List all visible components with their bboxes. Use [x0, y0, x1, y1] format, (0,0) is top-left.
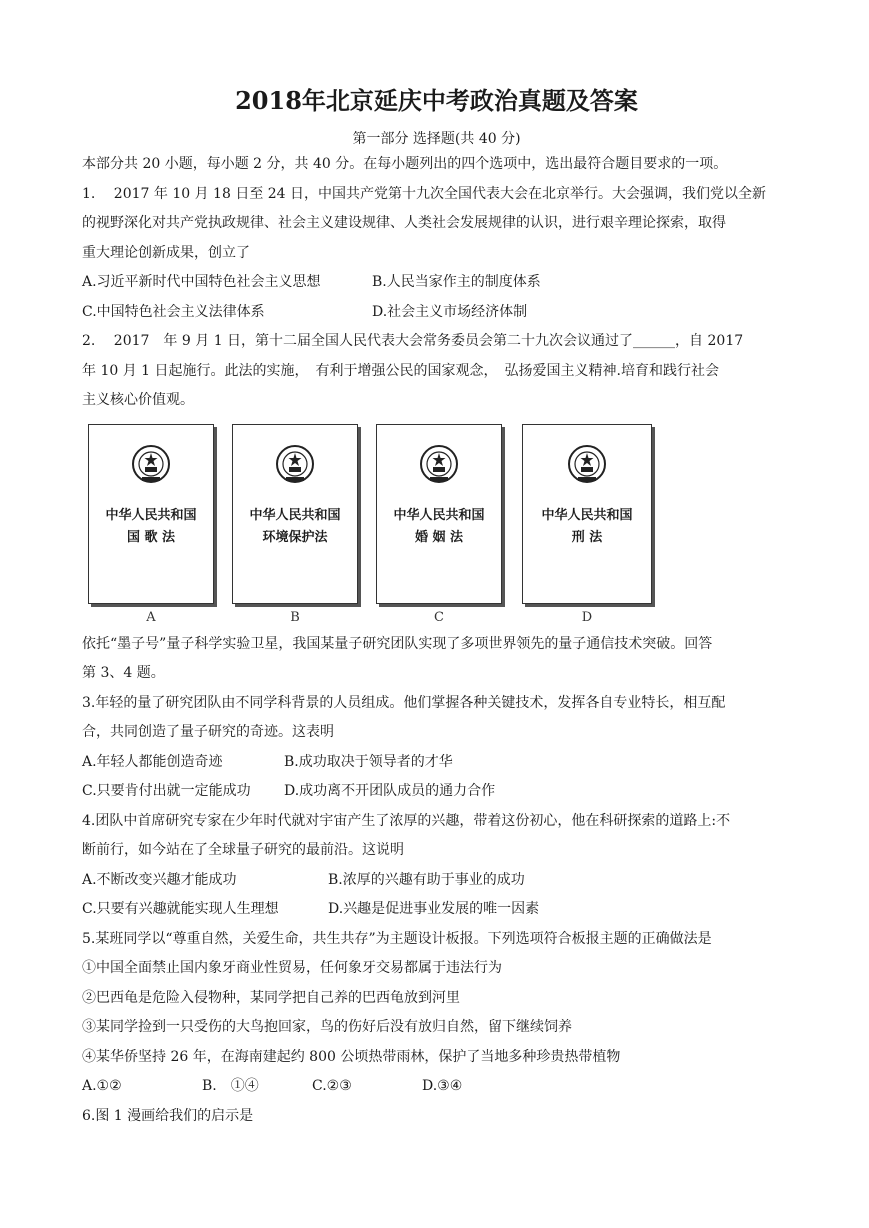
question-1	[82, 180, 791, 328]
statement-3: ③某同学捡到一只受伤的大鸟抱回家，鸟的伤好后没有放归自然，留下继续饲养	[82, 1019, 572, 1035]
section-intro: 本部分共 20 小题，每小题 2 分，共 40 分。在每小题列出的四个选项中，选出最符合题目要求的一项。	[82, 156, 728, 172]
page-title: 2018年北京延庆中考政治真题及答案	[235, 86, 638, 115]
options-row	[82, 1072, 791, 1102]
statement-1: ①中国全面禁止国内象牙商业性贸易，任何象牙交易都属于违法行为	[82, 960, 502, 976]
question-text-line: 2. 2017 年 9 月 1 日，第十二届全国人民代表大会常务委员会第二十九次会议通过了______，自 2017	[82, 333, 744, 349]
figure-label-a: A	[146, 609, 156, 625]
option-c: C.中国特色社会主义法律体系	[82, 303, 265, 320]
option-c: C.②③	[312, 1078, 352, 1094]
question-text-line: 断前行，如今站在了全球量子研究的最前沿。这说明	[82, 842, 404, 858]
option-c: C.只要肯付出就一定能成功	[82, 783, 251, 799]
book-title-line: 中华人民共和国	[541, 507, 633, 523]
question-text-line: 主义核心价值观。	[82, 392, 194, 408]
options-row	[82, 298, 791, 328]
option-b: B.成功取决于领导者的才华	[284, 753, 453, 770]
figure-label-d: D	[581, 609, 593, 625]
section-heading: 第一部分 选择题(共 40 分)	[352, 131, 521, 147]
question-text-line: 重大理论创新成果，创立了	[82, 244, 250, 261]
question-text-line: 4.团队中首席研究专家在少年时代就对宇宙产生了浓厚的兴趣，带着这份初心，他在科研探索的道路上:不	[82, 812, 731, 829]
question-text-line: 合，共同创造了量子研究的奇迹。这表明	[82, 724, 334, 740]
question-text-line: 年 10 月 1 日起施行。此法的实施， 有利于增强公民的国家观念， 弘扬爱国主义精神.培育和践行社会	[82, 362, 719, 379]
statement-4: ④某华侨坚持 26 年，在海南建起约 800 公顷热带雨林，保护了当地多种珍贵热带植物	[82, 1048, 621, 1065]
option-a: A.年轻人都能创造奇迹	[82, 753, 223, 770]
book-title-line: 婚 姻 法	[414, 529, 464, 545]
law-book-cover-c	[376, 424, 502, 604]
question-text-line: 6.图 1 漫画给我们的启示是	[82, 1107, 254, 1124]
national-emblem-icon	[130, 443, 172, 485]
option-d: D.社会主义市场经济体制	[372, 303, 528, 320]
option-a: A.①②	[82, 1078, 122, 1094]
figure-label-c: C	[434, 609, 444, 625]
law-book-figures	[82, 420, 791, 630]
question-text-line: 3.年轻的量了研究团队由不同学科背景的人员组成。他们掌握各种关键技术，发挥各自专业特长，相互配	[82, 694, 726, 711]
national-emblem-icon	[566, 443, 608, 485]
book-title-line: 国 歌 法	[126, 529, 176, 545]
options-row	[82, 895, 791, 925]
book-title-line: 中华人民共和国	[249, 507, 341, 523]
question-text-line: 5.某班同学以“尊重自然，关爱生命，共生共存”为主题设计板报。下列选项符合板报主题的正确做法是	[82, 930, 712, 947]
options-row	[82, 268, 791, 298]
national-emblem-icon	[418, 443, 460, 485]
option-c: C.只要有兴趣就能实现人生理想	[82, 901, 279, 917]
option-d: D.成功离不开团队成员的通力合作	[284, 783, 496, 799]
option-d: D.③④	[422, 1078, 463, 1094]
statement-2: ②巴西龟是危险入侵物种，某同学把自己养的巴西龟放到河里	[82, 989, 460, 1006]
question-text-line: 1. 2017 年 10 月 18 日至 24 日，中国共产党第十九次全国代表大会在北京举行。大会强调，我们党以全新	[82, 185, 767, 202]
law-book-cover-b	[232, 424, 358, 604]
option-b: B.人民当家作主的制度体系	[372, 274, 541, 290]
option-d: D.兴趣是促进事业发展的唯一因素	[328, 901, 540, 917]
option-a: A.习近平新时代中国特色社会主义思想	[82, 274, 321, 290]
question-text-line: 的视野深化对共产党执政规律、社会主义建设规律、人类社会发展规律的认识，进行艰辛理论探索，取得	[82, 215, 726, 231]
passage-text-line: 第 3、4 题。	[82, 665, 165, 681]
book-title-line: 环境保护法	[262, 529, 328, 545]
book-title-line: 刑 法	[571, 529, 603, 545]
options-row	[82, 748, 791, 778]
question-5	[82, 925, 791, 1102]
options-row	[82, 777, 791, 807]
option-b: B.浓厚的兴趣有助于事业的成功	[328, 871, 525, 888]
question-2	[82, 327, 791, 630]
question-6	[82, 1102, 791, 1132]
figure-label-b: B	[290, 609, 300, 625]
book-title-line: 中华人民共和国	[105, 507, 197, 523]
option-a: A.不断改变兴趣才能成功	[82, 871, 237, 888]
option-b: B. ①④	[202, 1078, 259, 1094]
question-3	[82, 689, 791, 807]
options-row	[82, 866, 791, 896]
question-4	[82, 807, 791, 925]
law-book-cover-d	[522, 424, 652, 604]
book-title-line: 中华人民共和国	[393, 507, 485, 523]
passage-text-line: 依托“墨子号”量子科学实验卫星，我国某量子研究团队实现了多项世界领先的量子通信技术突破。回答	[82, 635, 713, 652]
national-emblem-icon	[274, 443, 316, 485]
law-book-cover-a	[88, 424, 214, 604]
